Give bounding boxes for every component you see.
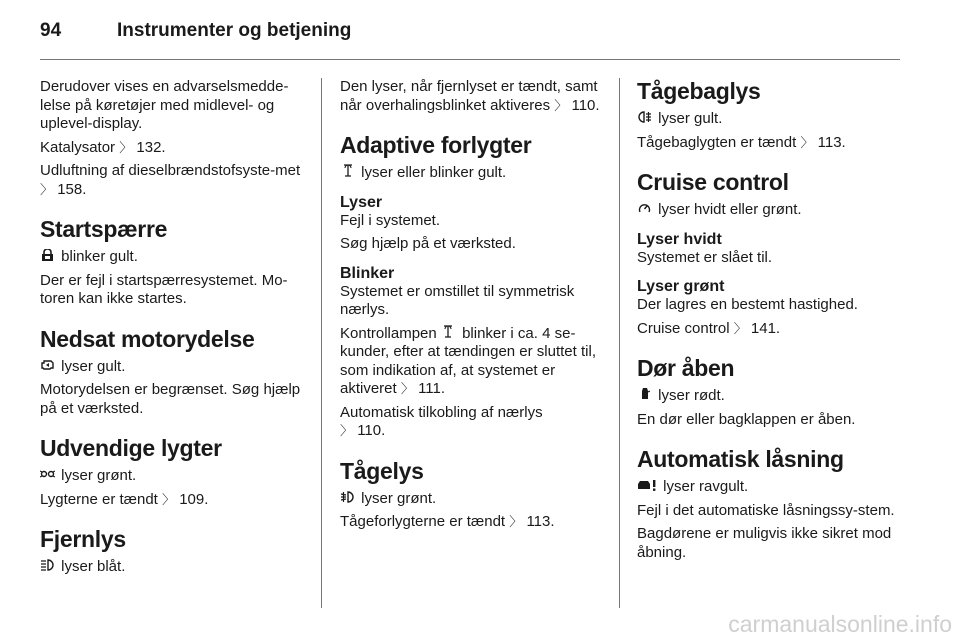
section-heading-adaptive: Adaptive forlygter <box>340 132 532 158</box>
section-heading-taagebaglys: Tågebaglys <box>637 78 761 104</box>
ref-arrow-icon: 〉 <box>800 134 814 150</box>
page-ref-link[interactable]: 110. <box>571 96 600 114</box>
watermark: carmanualsonline.info <box>728 611 952 637</box>
page-ref-link[interactable]: 158. <box>57 180 87 198</box>
body-text: Søg hjælp på et værksted. <box>340 235 516 252</box>
page-number: 94 <box>40 20 62 41</box>
ref-arrow-icon: 〉 <box>554 97 568 113</box>
body-text: Fejl i det automatiske låsningssy-stem. <box>637 501 895 519</box>
status-line: lyser blåt. <box>40 558 308 577</box>
body-text: Bagdørene er muligvis ikke sikret mod åbning. <box>637 525 892 561</box>
column-3 <box>637 78 899 567</box>
ref-arrow-icon: 〉 <box>509 514 523 529</box>
status-line: lyser hvidt eller grønt. <box>637 201 899 220</box>
subheading-lyser: Lyser <box>340 193 383 211</box>
ref-arrow-icon: 〉 <box>162 491 176 507</box>
body-text: Der lagres en bestemt hastighed. <box>637 296 858 313</box>
section-heading-door: Dør åben <box>637 355 735 381</box>
status-line: lyser gult. <box>637 110 899 129</box>
status-line: lyser eller blinker gult. <box>340 164 608 183</box>
page-ref-link[interactable]: 110. <box>357 422 386 439</box>
page-ref-link[interactable]: 113. <box>526 513 555 530</box>
udluftning-ref: Udluftning af dieselbrændstofsyste-met 〉 158. <box>40 162 301 198</box>
status-line: lyser rødt. <box>637 387 899 406</box>
adaptive-headlight-icon <box>441 325 456 344</box>
section-heading-startspaerre: Startspærre <box>40 216 168 242</box>
ref-arrow-icon: 〉 <box>119 139 133 155</box>
page-ref-link[interactable]: 132. <box>136 138 166 156</box>
column-1 <box>40 78 308 582</box>
intro-paragraph: Den lyser, når fjernlyset er tændt, samt når overhalingsblinket aktiveres 〉 110. <box>340 78 600 114</box>
ref-arrow-icon: 〉 <box>733 320 747 336</box>
section-heading-cruise: Cruise control <box>637 169 789 195</box>
adaptive-headlight-icon <box>340 164 355 183</box>
immobilizer-icon <box>40 248 55 267</box>
status-line: lyser grønt. <box>340 490 608 509</box>
fog-light-icon <box>340 490 355 509</box>
header-rule <box>40 59 900 60</box>
status-line: lyser ravgult. <box>637 478 899 497</box>
katalysator-ref: Katalysator 〉 132. <box>40 138 166 156</box>
body-text-ref: Kontrollampen blinker i ca. 4 se-kunder, efter at tændingen er sluttet til, som indikation af, at systemet er aktiveret 〉 111. <box>340 324 596 397</box>
body-text: Fejl i systemet. <box>340 211 441 229</box>
body-text-ref: Automatisk tilkobling af nærlys 〉 110. <box>340 403 543 439</box>
intro-paragraph: Derudover vises en advarselsmedde-lelse på køretøjer med midlevel- og uplevel-display. <box>40 78 289 132</box>
page-ref-link[interactable]: 111. <box>418 380 446 397</box>
status-line: blinker gult. <box>40 248 308 267</box>
body-text: Der er fejl i startspærresystemet. Mo-toren kan ikke startes. <box>40 271 288 307</box>
ref-arrow-icon: 〉 <box>400 381 414 396</box>
subheading-blinker: Blinker <box>340 264 395 282</box>
section-heading-taagelys: Tågelys <box>340 457 424 484</box>
door-open-icon <box>637 387 652 406</box>
high-beam-icon <box>40 558 55 577</box>
reduced-power-icon <box>40 358 55 377</box>
page-ref-link[interactable]: 113. <box>817 133 846 151</box>
body-text-ref: Cruise control 〉 141. <box>637 319 781 337</box>
ref-arrow-icon: 〉 <box>40 181 54 197</box>
section-heading-fjernlys: Fjernlys <box>40 526 126 552</box>
subheading-lyser-hvidt: Lyser hvidt <box>637 230 722 248</box>
body-text: Systemet er slået til. <box>637 248 773 266</box>
body-text-ref: Tågeforlygterne er tændt 〉 113. <box>340 513 555 530</box>
section-heading-autolock: Automatisk låsning <box>637 446 844 472</box>
exterior-lights-icon <box>40 467 55 486</box>
section-heading-udvendige: Udvendige lygter <box>40 435 222 461</box>
body-text-ref: Tågebaglygten er tændt 〉 113. <box>637 133 846 151</box>
body-text: En dør eller bagklappen er åben. <box>637 410 856 428</box>
subheading-lyser-groent: Lyser grønt <box>637 278 725 295</box>
column-divider <box>321 78 322 608</box>
body-text: Systemet er omstillet til symmetrisk nærlys. <box>340 282 575 318</box>
body-text-ref: Lygterne er tændt 〉 109. <box>40 490 209 508</box>
rear-fog-light-icon <box>637 110 652 129</box>
page-ref-link[interactable]: 141. <box>750 319 781 337</box>
auto-lock-icon <box>637 478 657 497</box>
section-heading-nedsat: Nedsat motorydelse <box>40 325 255 352</box>
column-divider <box>619 78 620 608</box>
status-line: lyser grønt. <box>40 467 308 486</box>
cruise-control-icon <box>637 201 652 220</box>
column-2 <box>340 78 608 537</box>
body-text: Motorydelsen er begrænset. Søg hjælp på et værksted. <box>40 381 301 417</box>
page-ref-link[interactable]: 109. <box>179 490 209 508</box>
page-title: Instrumenter og betjening <box>117 20 352 41</box>
ref-arrow-icon: 〉 <box>340 423 354 438</box>
status-line: lyser gult. <box>40 358 308 377</box>
